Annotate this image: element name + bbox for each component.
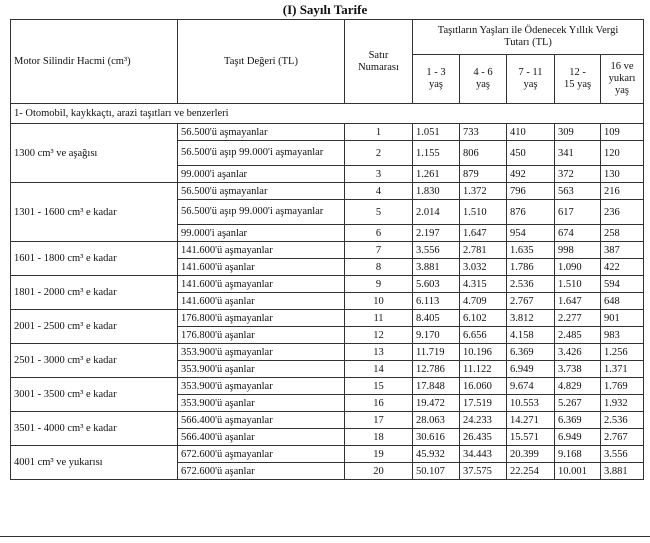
table-row [11,412,644,429]
row-number-cell: 9 [345,276,413,293]
vehicle-value-cell: 566.400'ü aşmayanlar [178,412,345,429]
vehicle-value-cell: 672.600'ü aşanlar [178,463,345,480]
tax-amount-cell: 998 [555,242,601,259]
page-title: (I) Sayılı Tarife [282,2,368,17]
vehicle-value-cell: 672.600'ü aşmayanlar [178,446,345,463]
header-vergi-line2: Tutarı (TL) [504,37,552,48]
tax-amount-cell: 563 [555,183,601,200]
tax-amount-cell: 733 [460,124,507,141]
tax-amount-cell: 4.829 [555,378,601,395]
tax-amount-cell: 3.738 [555,361,601,378]
tax-amount-cell: 2.197 [413,225,460,242]
tax-amount-cell: 30.616 [413,429,460,446]
tax-amount-cell: 492 [507,166,555,183]
tax-amount-cell: 11.719 [413,344,460,361]
tax-amount-cell: 1.510 [555,276,601,293]
tax-amount-cell: 372 [555,166,601,183]
tax-amount-cell: 19.472 [413,395,460,412]
tax-amount-cell: 901 [601,310,644,327]
tax-amount-cell: 5.267 [555,395,601,412]
row-number-cell: 6 [345,225,413,242]
tax-amount-cell: 4.709 [460,293,507,310]
row-number-cell: 10 [345,293,413,310]
tax-amount-cell: 10.553 [507,395,555,412]
tax-amount-cell: 3.032 [460,259,507,276]
row-number-cell: 4 [345,183,413,200]
engine-group-label: 3501 - 4000 cm³ e kadar [11,412,178,446]
tax-amount-cell: 37.575 [460,463,507,480]
tax-amount-cell: 6.949 [507,361,555,378]
engine-group-label: 1601 - 1800 cm³ e kadar [11,242,178,276]
row-number-cell: 16 [345,395,413,412]
header-satir-line2: Numarası [358,61,399,73]
vehicle-value-cell: 353.900'ü aşmayanlar [178,344,345,361]
vehicle-value-cell: 353.900'ü aşanlar [178,395,345,412]
header-vergi-line1: Taşıtların Yaşları ile Ödenecek Yıllık Vergi [437,25,619,36]
tax-amount-cell: 1.932 [601,395,644,412]
engine-group-label: 1301 - 1600 cm³ e kadar [11,183,178,242]
row-number-cell: 19 [345,446,413,463]
tax-amount-cell: 341 [555,141,601,166]
tax-amount-cell: 17.519 [460,395,507,412]
engine-group-label: 1801 - 2000 cm³ e kadar [11,276,178,310]
tax-amount-cell: 2.485 [555,327,601,344]
engine-group-label: 4001 cm³ ve yukarısı [11,446,178,480]
row-number-cell: 7 [345,242,413,259]
header-age-line: 7 - 11 [518,67,543,78]
header-satir [345,20,413,104]
row-number-cell: 17 [345,412,413,429]
tax-amount-cell: 1.647 [555,293,601,310]
header-satir-line1: Satır [368,49,389,61]
tax-amount-cell: 12.786 [413,361,460,378]
tax-amount-cell: 258 [601,225,644,242]
tax-amount-cell: 2.277 [555,310,601,327]
tax-amount-cell: 2.536 [601,412,644,429]
table-row [11,344,644,361]
tax-amount-cell: 422 [601,259,644,276]
tax-amount-cell: 983 [601,327,644,344]
row-number-cell: 8 [345,259,413,276]
tax-amount-cell: 16.060 [460,378,507,395]
tax-amount-cell: 3.881 [601,463,644,480]
header-age-1 [413,55,460,104]
table-row [11,276,644,293]
vehicle-value-cell: 141.600'ü aşanlar [178,259,345,276]
vehicle-value-cell: 141.600'ü aşmayanlar [178,276,345,293]
header-age-line: 16 ve [610,61,634,72]
tax-amount-cell: 34.443 [460,446,507,463]
tax-amount-cell: 236 [601,200,644,225]
header-age-line: yaş [476,79,490,90]
tax-amount-cell: 9.674 [507,378,555,395]
section-row [11,104,644,124]
tax-amount-cell: 120 [601,141,644,166]
engine-group-label: 2001 - 2500 cm³ e kadar [11,310,178,344]
tax-amount-cell: 4.315 [460,276,507,293]
table-row [11,378,644,395]
table-row [11,242,644,259]
vehicle-value-cell: 566.400'ü aşanlar [178,429,345,446]
tax-amount-cell: 6.949 [555,429,601,446]
tax-amount-cell: 1.256 [601,344,644,361]
tax-amount-cell: 6.102 [460,310,507,327]
header-motor: Motor Silindir Hacmi (cm³) [11,20,178,104]
header-age-3 [507,55,555,104]
tax-amount-cell: 954 [507,225,555,242]
vehicle-value-cell: 56.500'ü aşıp 99.000'i aşmayanlar [178,200,345,225]
vehicle-value-cell: 176.800'ü aşanlar [178,327,345,344]
vehicle-value-cell: 353.900'ü aşanlar [178,361,345,378]
tax-amount-cell: 309 [555,124,601,141]
tax-amount-cell: 24.233 [460,412,507,429]
tax-amount-cell: 15.571 [507,429,555,446]
tax-amount-cell: 450 [507,141,555,166]
header-age-4 [555,55,601,104]
header-age-line: yaş [615,85,630,96]
tax-amount-cell: 2.767 [507,293,555,310]
tax-amount-cell: 1.371 [601,361,644,378]
tax-amount-cell: 6.656 [460,327,507,344]
vehicle-value-cell: 99.000'i aşanlar [178,225,345,242]
tax-amount-cell: 1.051 [413,124,460,141]
row-number-cell: 18 [345,429,413,446]
tax-amount-cell: 216 [601,183,644,200]
tax-amount-cell: 2.767 [601,429,644,446]
vehicle-value-cell: 56.500'ü aşmayanlar [178,183,345,200]
header-deger: Taşıt Değeri (TL) [178,20,345,104]
tax-amount-cell: 879 [460,166,507,183]
vehicle-value-cell: 99.000'i aşanlar [178,166,345,183]
tax-amount-cell: 6.369 [507,344,555,361]
tax-amount-cell: 14.271 [507,412,555,429]
tax-amount-cell: 1.647 [460,225,507,242]
tax-amount-cell: 2.014 [413,200,460,225]
tax-amount-cell: 8.405 [413,310,460,327]
vehicle-value-cell: 56.500'ü aşıp 99.000'i aşmayanlar [178,141,345,166]
tax-amount-cell: 2.536 [507,276,555,293]
header-vergi [413,20,644,55]
header-age-line: yukarı [608,73,636,84]
tax-amount-cell: 10.001 [555,463,601,480]
tax-amount-cell: 594 [601,276,644,293]
vehicle-value-cell: 353.900'ü aşmayanlar [178,378,345,395]
header-age-line: 15 yaş [563,79,592,90]
tax-amount-cell: 22.254 [507,463,555,480]
tax-amount-cell: 1.261 [413,166,460,183]
table-row [11,310,644,327]
row-number-cell: 13 [345,344,413,361]
row-number-cell: 2 [345,141,413,166]
tax-amount-cell: 1.635 [507,242,555,259]
table-row [11,183,644,200]
header-age-2 [460,55,507,104]
tax-amount-cell: 109 [601,124,644,141]
vehicle-value-cell: 176.800'ü aşmayanlar [178,310,345,327]
tax-amount-cell: 3.556 [413,242,460,259]
row-number-cell: 14 [345,361,413,378]
tax-amount-cell: 674 [555,225,601,242]
tax-amount-cell: 648 [601,293,644,310]
tax-amount-cell: 6.113 [413,293,460,310]
header-age-line: yaş [523,79,538,90]
header-age-5 [601,55,644,104]
row-number-cell: 1 [345,124,413,141]
tax-amount-cell: 28.063 [413,412,460,429]
tax-amount-cell: 45.932 [413,446,460,463]
row-number-cell: 11 [345,310,413,327]
tax-amount-cell: 617 [555,200,601,225]
row-number-cell: 20 [345,463,413,480]
tax-amount-cell: 2.781 [460,242,507,259]
tax-amount-cell: 11.122 [460,361,507,378]
tax-amount-cell: 3.426 [555,344,601,361]
engine-group-label: 1300 cm³ ve aşağısı [11,124,178,183]
row-number-cell: 12 [345,327,413,344]
tax-table [10,19,644,480]
tax-amount-cell: 4.158 [507,327,555,344]
tax-amount-cell: 26.435 [460,429,507,446]
tax-amount-cell: 9.170 [413,327,460,344]
table-row [11,124,644,141]
tax-amount-cell: 6.369 [555,412,601,429]
row-number-cell: 3 [345,166,413,183]
tax-amount-cell: 3.812 [507,310,555,327]
tax-amount-cell: 1.090 [555,259,601,276]
tax-amount-cell: 1.769 [601,378,644,395]
vehicle-value-cell: 56.500'ü aşmayanlar [178,124,345,141]
header-age-line: 1 - 3 [426,67,446,78]
engine-group-label: 2501 - 3000 cm³ e kadar [11,344,178,378]
header-age-line: 4 - 6 [473,67,493,78]
tax-amount-cell: 5.603 [413,276,460,293]
tax-amount-cell: 387 [601,242,644,259]
tax-amount-cell: 17.848 [413,378,460,395]
table-row [11,446,644,463]
tax-amount-cell: 9.168 [555,446,601,463]
tax-amount-cell: 876 [507,200,555,225]
tax-amount-cell: 20.399 [507,446,555,463]
engine-group-label: 3001 - 3500 cm³ e kadar [11,378,178,412]
tax-amount-cell: 10.196 [460,344,507,361]
tax-amount-cell: 806 [460,141,507,166]
row-number-cell: 15 [345,378,413,395]
tax-amount-cell: 1.372 [460,183,507,200]
tax-amount-cell: 410 [507,124,555,141]
tax-amount-cell: 1.786 [507,259,555,276]
header-age-line: yaş [429,79,443,90]
section-title: 1- Otomobil, kaykkaçtı, arazi taşıtları ve benzerleri [11,104,644,124]
tax-amount-cell: 3.881 [413,259,460,276]
tax-amount-cell: 50.107 [413,463,460,480]
vehicle-value-cell: 141.600'ü aşmayanlar [178,242,345,259]
row-number-cell: 5 [345,200,413,225]
tax-amount-cell: 130 [601,166,644,183]
tax-amount-cell: 1.155 [413,141,460,166]
tax-amount-cell: 1.830 [413,183,460,200]
tax-amount-cell: 3.556 [601,446,644,463]
tax-amount-cell: 796 [507,183,555,200]
vehicle-value-cell: 141.600'ü aşanlar [178,293,345,310]
header-age-line: 12 - [569,67,586,78]
tax-amount-cell: 1.510 [460,200,507,225]
